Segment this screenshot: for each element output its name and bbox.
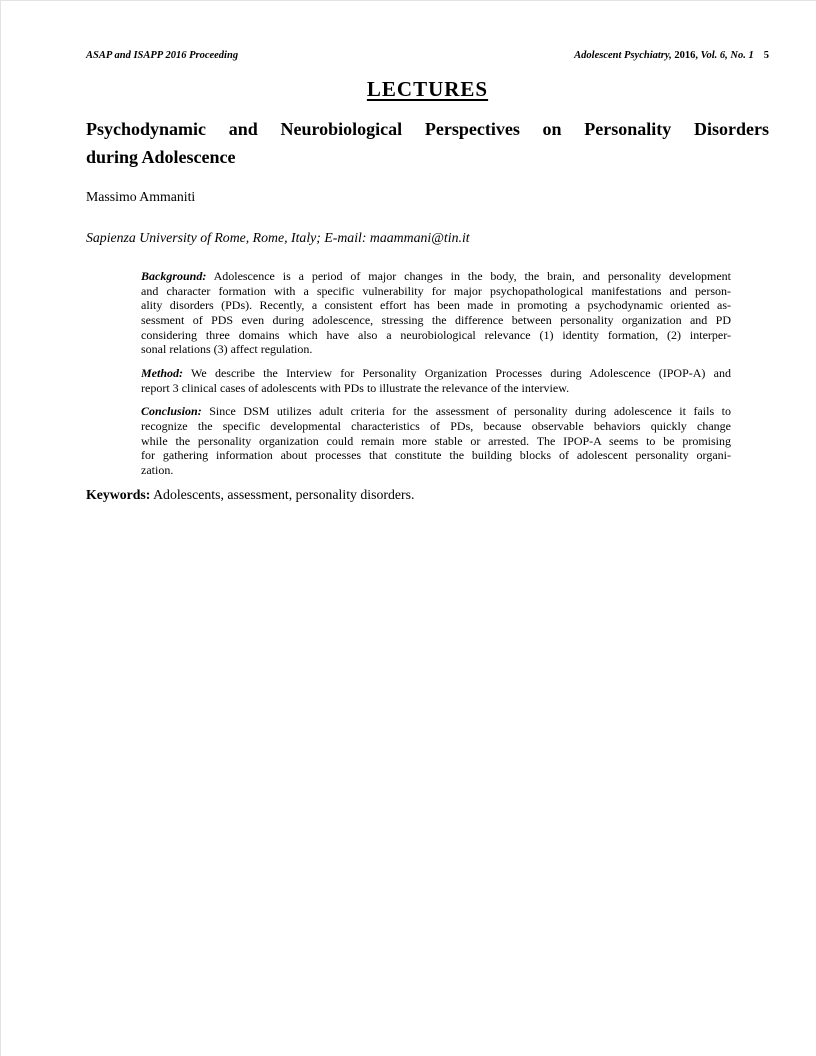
running-header [86,50,769,61]
abstract-paragraph-background [141,269,731,357]
abstract-line: zation. [141,462,174,477]
conclusion-label: Conclusion: [141,404,202,419]
article-title [86,115,769,171]
abstract-line: recognize the specific developmental characteristics of PDs, because observable behaviors quickly change [141,418,731,433]
abstract-line: while the personality organization could remain more stable or arrested. The IPOP-A seems to be promising [141,433,731,448]
abstract-text: We describe the Interview for Personality Organization Processes during Adolescence (IPOP-A) and [183,365,731,380]
keywords-line [86,487,769,503]
author-name: Massimo Ammaniti [86,189,196,204]
journal-name: Adolescent Psychiatry, [574,50,672,61]
article-title-line-1: Psychodynamic and Neurobiological Perspectives on Personality Disorders [86,119,769,139]
abstract-line: ality disorders (PDs). Recently, a consistent effort has been made in promoting a psychodynamic oriented as- [141,298,731,313]
abstract-line [141,404,731,419]
section-heading: LECTURES [366,77,489,101]
keywords-text: Adolescents, assessment, personality disorders. [150,487,415,502]
article-title-line-2: during Adolescence [86,147,236,167]
abstract-line: sessment of PDS even during adolescence, stressing the difference between personality organization and PD [141,312,731,327]
page-number: 5 [763,50,769,61]
abstract-paragraph-conclusion [141,404,731,477]
abstract-line: for gathering information about processes that constitute the building blocks of adolescent personality organi- [141,448,731,463]
abstract-line: considering three domains which have also a neurobiological relevance (1) identity formation, (2) interper- [141,327,731,342]
method-label: Method: [141,365,183,380]
section-heading-row [86,77,769,102]
abstract-block [141,269,731,487]
keywords-label: Keywords: [86,487,151,502]
proceeding-title: ASAP and ISAPP 2016 Proceeding [86,50,239,61]
abstract-text: Adolescence is a period of major changes in the body, the brain, and personality development [206,269,731,283]
abstract-paragraph-method [141,366,731,395]
abstract-text: Since DSM utilizes adult criteria for the assessment of personality during adolescence it fails to [201,404,731,419]
journal-volume: Vol. 6, No. 1 [700,50,754,61]
abstract-line: and character formation with a specific vulnerability for major psychopathological manifestations and person- [141,283,731,298]
journal-year: 2016, [674,50,699,61]
abstract-line: report 3 clinical cases of adolescents with PDs to illustrate the relevance of the interview. [141,380,570,395]
journal-citation [574,50,769,61]
author-affiliation: Sapienza University of Rome, Rome, Italy; E-mail: maammani@tin.it [86,230,470,245]
abstract-line: sonal relations (3) affect regulation. [141,342,313,357]
background-label: Background: [141,269,207,283]
abstract-line [141,366,731,381]
abstract-line [141,269,731,284]
